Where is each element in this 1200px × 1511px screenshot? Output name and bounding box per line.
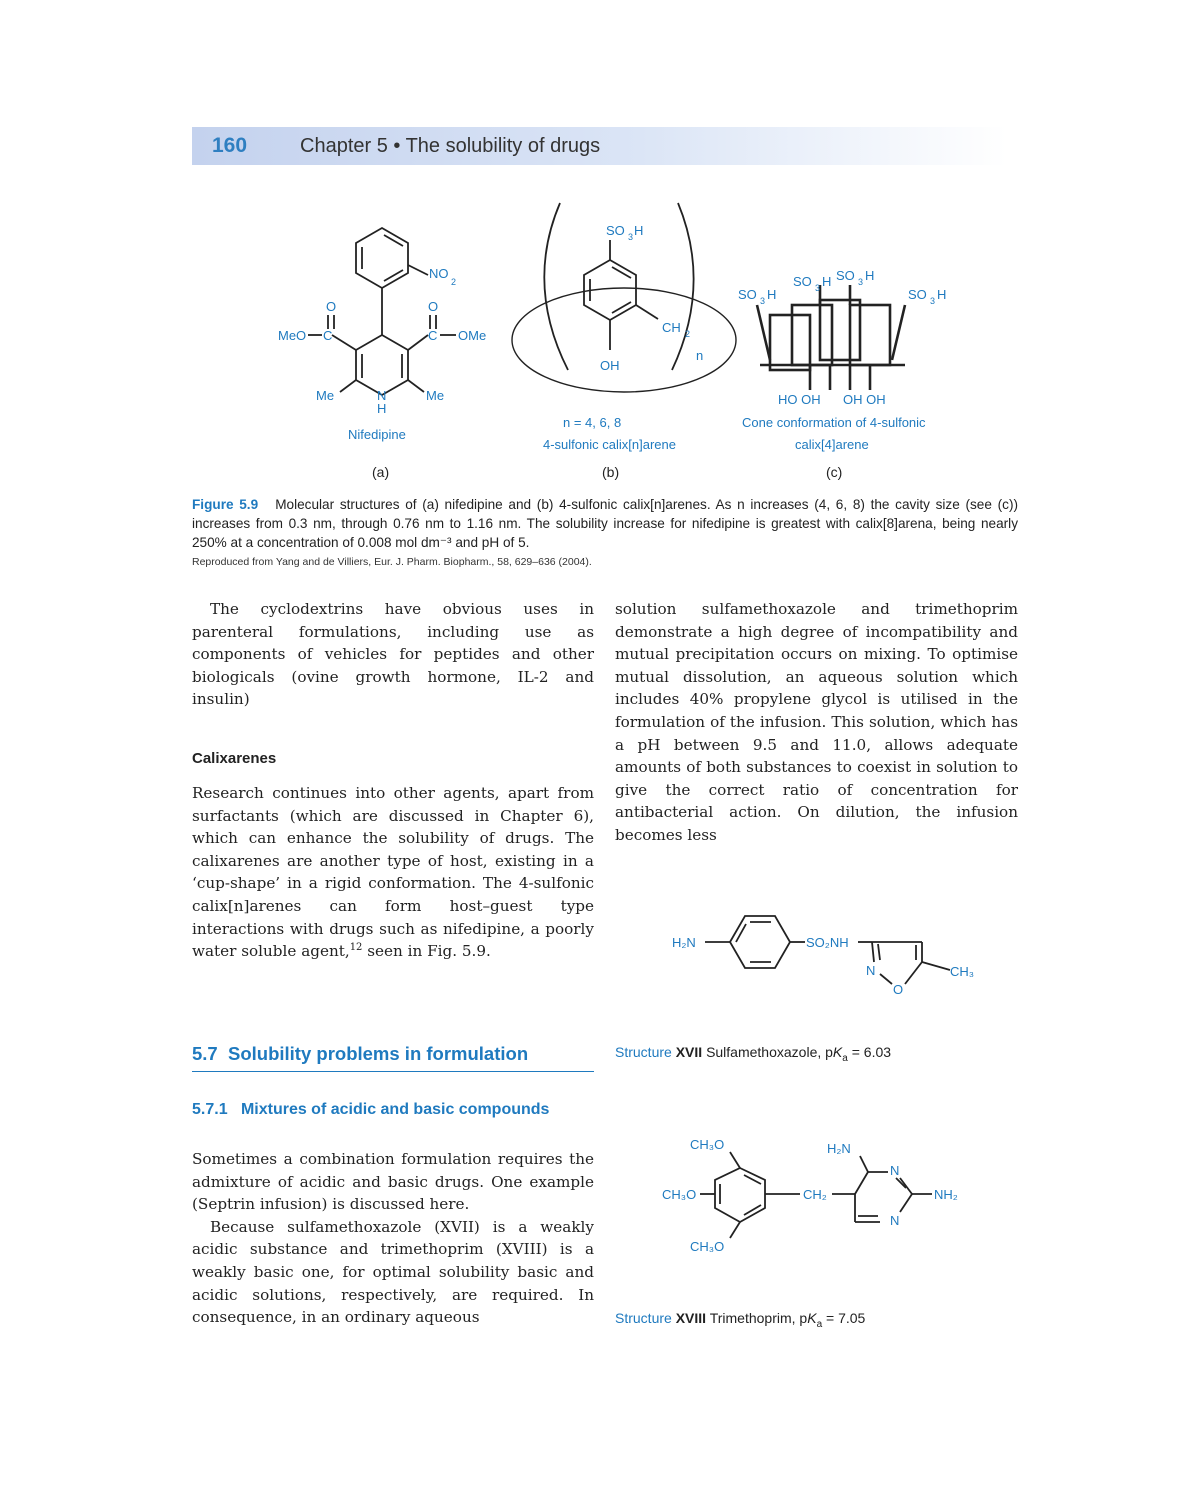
atom-label: H [767,287,777,302]
subsection-title: Mixtures of acidic and basic compounds [240,1101,550,1118]
pk-value: = 6.03 [847,1044,892,1060]
page-number: 160 [212,134,248,157]
atom-label: Me [316,388,335,403]
paragraph-calixarenes-text: Research continues into other agents, apart from surfactants (which are discussed in Chapter 6), which can enhance the solubility of drugs. The calixarenes are another type of host, existing in a ‘cup-shape’ in a rigid conformation. The 4-sulfonic calix[n]arenes can form host–guest type interactions with drugs such as nifedipine, a poorly water soluble agent, [192,784,594,961]
structure-label: Structure [615,1044,672,1060]
nifedipine-phenyl-ring [356,228,408,288]
benzene-ring [730,916,790,968]
atom-subscript: 3 [760,296,766,306]
atom-label: C [428,328,438,343]
right-column-block-1 [615,598,1018,847]
atom-label: CH₃O [690,1137,725,1152]
atom-subscript: 3 [858,277,864,287]
left-column-block-3 [192,1148,594,1329]
pk-subscript: a [816,1318,823,1330]
paragraph-calixarenes [192,782,594,963]
atom-label: N [890,1163,900,1178]
section-number: 5.7 [192,1043,218,1064]
nifedipine-label: Nifedipine [348,427,406,442]
reference-superscript: 12 [349,942,363,954]
atom-label: OMe [458,328,487,343]
paragraph-calixarenes-end: seen in Fig. 5.9. [362,942,491,961]
atom-label: O [326,299,337,314]
atom-label: H [937,287,947,302]
structure-numeral: XVII [675,1044,703,1060]
paragraph-sulfamethoxazole: Because sulfamethoxazole (XVII) is a weakly acidic substance and trimethoprim (XVIII) is a weakly basic one, for optimal solubility basic and acidic solutions, respectively, are required. In consequence, in an ordinary aqueous [192,1217,594,1327]
pk-value: = 7.05 [822,1310,866,1326]
calixarene-left-bracket [544,203,568,370]
structure-numeral: XVIII [675,1310,707,1326]
atom-label: OH [600,358,620,373]
structure-xviii-caption [615,1310,865,1330]
atom-label: H₂N [672,935,696,950]
pk-symbol: K [832,1044,843,1060]
panel-label-a: (a) [372,464,390,480]
atom-label: H [634,223,644,238]
calixarene-n-values: n = 4, 6, 8 [563,415,622,430]
figure-caption-text: Molecular structures of (a) nifedipine and (b) 4-sulfonic calix[n]arenes. As n increases (4, 6, 8) the cavity size (see (c)) increases from 0.3 nm, through 0.76 nm to 1.16 nm. The solubility increase for nifedipine is greatest with calix[8]arena, being nearly 250% at a concentration of 0.008 mol dm⁻³ and pH of 5. [192,497,1018,550]
atom-label: CH₃O [690,1239,725,1254]
panel-label-c: (c) [826,464,843,480]
atom-label: CH₃ [950,964,975,979]
running-head: Chapter 5 • The solubility of drugs [300,135,601,157]
atom-label: H [865,268,875,283]
atom-label: NH₂ [934,1187,958,1202]
atom-label: H [377,401,387,416]
atom-subscript: 3 [930,296,936,306]
cone-conformation-label: Cone conformation of 4-sulfonic [742,415,926,430]
figure-5-9 [260,195,980,485]
structure-name: Trimethoprim, p [709,1310,808,1326]
structure-xvii-sulfamethoxazole [660,900,990,1000]
paragraph-incompatibility: solution sulfamethoxazole and trimethoprim demonstrate a high degree of incompatibility and mutual precipitation occurs on mixing. To optimise mutual dissolution, an aqueous solution which includes 40% propylene glycol is utilised in the formulation of the infusion. This solution, which has a pH between 9.5 and 11.0, allows adequate amounts of both substances to coexist in solution to give the correct ratio of concentration for antibacterial action. On dilution, the infusion becomes less [615,600,1018,844]
atom-label: n [696,348,704,363]
structure-xviii-trimethoprim [660,1128,990,1258]
figure-caption [192,495,1018,552]
dihydropyridine-ring [356,335,408,395]
calixarene-cavity-ellipse [512,288,736,392]
atom-subscript: 3 [628,232,634,242]
structure-name: Sulfamethoxazole, p [706,1044,833,1060]
atom-subscript: 3 [815,283,821,293]
trimethoxyphenyl-ring [715,1168,765,1222]
subheading-calixarenes: Calixarenes [192,750,277,767]
atom-label: Me [426,388,445,403]
atom-label: C [323,328,333,343]
atom-label: O [893,982,904,997]
atom-label: O [428,299,439,314]
atom-label: CH [662,320,681,335]
calixarene-name: 4-sulfonic calix[n]arene [543,437,676,452]
cone-conformation-name: calix[4]arene [795,437,869,452]
figure-credit: Reproduced from Yang and de Villiers, Eur. J. Pharm. Biopharm., 58, 629–636 (2004). [192,556,592,568]
atom-label: CH₃O [662,1187,697,1202]
paragraph-cyclodextrins: The cyclodextrins have obvious uses in parenteral formulations, including use as components of vehicles for peptides and other biologicals (ovine growth hormone, IL-2 and insulin) [192,600,594,709]
atom-label: OH OH [843,392,886,407]
atom-label: SO [606,223,625,238]
molecular-structures-figure [260,195,980,485]
atom-label: SO [738,287,757,302]
atom-subscript: 2 [685,329,691,339]
subsection-number: 5.7.1 [192,1101,228,1118]
atom-label: SO [908,287,927,302]
section-heading-5-7 [192,1043,594,1072]
calixarene-right-bracket [672,203,694,370]
left-column-block-1 [192,598,594,711]
atom-label: SO [793,274,812,289]
atom-label: N [890,1213,900,1228]
left-column-block-2 [192,782,594,963]
atom-label: HO OH [778,392,821,407]
atom-label: NO [429,266,449,281]
atom-label: SO [836,268,855,283]
atom-label: N [866,963,876,978]
section-title: Solubility problems in formulation [228,1043,529,1064]
structure-xvii-caption [615,1044,891,1064]
atom-label: H [822,274,832,289]
paragraph-combination: Sometimes a combination formulation requires the admixture of acidic and basic drugs. One example (Septrin infusion) is discussed here. [192,1150,594,1214]
figure-caption-label: Figure 5.9 [192,497,259,512]
atom-label: CH₂ [803,1187,827,1202]
atom-label: H₂N [827,1141,851,1156]
structure-label: Structure [615,1310,672,1326]
cone-calixarene-drawing [757,285,905,390]
atom-subscript: 2 [451,277,457,287]
atom-label: N [377,388,387,403]
pk-symbol: K [807,1310,817,1326]
pk-subscript: a [842,1052,848,1064]
atom-label: SO₂NH [806,935,849,950]
subsection-heading-5-7-1 [192,1101,549,1119]
atom-label: MeO [278,328,307,343]
panel-label-b: (b) [602,464,620,480]
